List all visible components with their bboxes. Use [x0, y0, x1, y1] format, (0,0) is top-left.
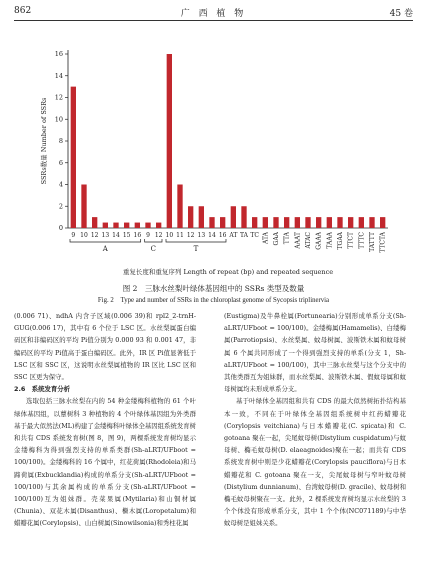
x-tick-label: 12: [154, 232, 163, 239]
bar: [359, 217, 364, 228]
group-label: C: [150, 245, 157, 253]
body-paragraph: 基于叶绿体全基因组和共有 CDS 的最大似然树拓扑结构基本一致，不同在于叶绿体全基因组系统树中红药蜡瓣花(Corylopsis veitchiana)与日本蜡瓣花(C. spicata)和 C. gotoana 聚在一起，尖尾蚊母树(Distylium cuspidatum)与蚊母树、橢毛蚊母树(D. elaeagnoides)聚在一起；而共有 CDS 系统发育树中则是少花蜡瓣花(Corylopsis pauciflora)与日本蜡瓣花和 C. gotoana 聚在一支，尖尾蚊母树与窄叶蚊母树(Distylium dunnianum)、台湾蚊母树(D. gracile)、蚊母树和橢毛蚊母树聚在一支。此外，2 棵系统发育树均显示水丝梨的 3 个个体没有形成单系分支，其中 1 个个体(NC071189)与中华蚊母树是姐妹关系。: [224, 397, 406, 528]
x-tick-label: 9: [146, 232, 150, 239]
x-tick-label: 14: [208, 232, 216, 239]
bar: [231, 206, 236, 228]
group-label: T: [193, 245, 199, 253]
y-tick-label: 16: [54, 50, 63, 59]
y-axis-label: SSRs数量 Number of SSRs: [40, 97, 48, 185]
bar: [71, 87, 76, 228]
x-tick-label: 14: [112, 232, 120, 239]
x-tick-label: GAA: [273, 232, 280, 246]
group-bracket: [70, 239, 141, 242]
y-tick-label: 6: [58, 158, 63, 167]
group-label: A: [102, 245, 108, 253]
bar: [113, 223, 118, 228]
x-tick-label: ATAC: [305, 232, 312, 249]
volume-label: 45 卷: [389, 9, 413, 19]
bar: [348, 217, 353, 228]
x-tick-label: TGAA: [337, 232, 344, 250]
x-tick-label: 9: [71, 232, 76, 239]
bar: [209, 217, 214, 228]
x-tick-label: TTCTA: [379, 232, 387, 253]
y-tick-label: 12: [54, 93, 63, 102]
x-tick-label: 16: [133, 232, 142, 239]
bar: [380, 217, 385, 228]
x-tick-label: 15: [122, 232, 131, 239]
x-axis-label: 重复长度和重复序列 Length of repeat (bp) and repeated sequence: [122, 268, 334, 276]
x-tick-label: 13: [197, 232, 206, 239]
ssr-bar-chart: [0, 22, 427, 282]
bar: [103, 223, 108, 228]
bar: [295, 217, 300, 228]
bar: [81, 185, 86, 229]
x-tick-label: 13: [101, 232, 110, 239]
bar: [284, 217, 289, 228]
x-tick-label: TTTC: [358, 232, 366, 249]
x-tick-label: GAAA: [315, 232, 323, 250]
page-number: 862: [14, 6, 32, 16]
bar: [305, 217, 310, 228]
x-tick-label: TTCT: [347, 232, 355, 249]
group-bracket: [145, 239, 162, 242]
body-column-right: [224, 310, 406, 530]
bar: [273, 217, 278, 228]
x-tick-label: 12: [186, 232, 195, 239]
bar: [252, 217, 257, 228]
header-rule: [14, 20, 413, 21]
bar: [199, 206, 204, 228]
x-tick-label: 12: [90, 232, 99, 239]
bar: [188, 206, 193, 228]
y-tick-label: 2: [58, 202, 63, 211]
x-tick-label: AAAT: [294, 232, 302, 249]
x-tick-label: TATTT: [369, 232, 376, 252]
bar: [241, 206, 246, 228]
bar: [220, 217, 225, 228]
bar: [167, 54, 172, 228]
body-paragraph: (0.006 71)、ndhA 内含子区域(0.006 39)和 rpl2_2-trnH-GUG(0.006 17)，其中有 6 个位于 LSC 区。水丝梨属蛋白编码区和非编码区的平均 Pi值分别为 0.000 93 和 0.001 47，非编码区的平均 Pi值高于蛋白编码区。此外，IR 区 Pi值显著低于 LSC 区和 SSC 区，这说明水丝梨属植物的 IR 区比 LSC 区和 SSC 区更为保守。: [14, 312, 196, 382]
journal-title: 广 西 植 物: [180, 9, 247, 19]
body-column-left: [14, 310, 196, 530]
y-tick-label: 0: [58, 224, 63, 233]
body-paragraph: (Eustigma)及牛鼻栓属(Fortunearia)分别形成单系分支(Sh-aLRT/UFboot = 100/100)。金缕梅属(Hamamelis)、白缕梅属(Parrotiopsis)、水丝梨属、蚊母树属、波斯铁木属和蚊母树属 6 个属共同形成了一个得到强烈支持的单系(分支 1，Sh-aLRT/UFboot = 100/100)，其中三脉水丝梨与这个分支中的其他类群互为姐妹群，而水丝梨属、波斯铁木属、假蚊母属和蚊母树属均未形成单系分支。: [224, 312, 406, 394]
page-header: [14, 6, 413, 20]
x-tick-label: ATA: [262, 232, 270, 245]
body-paragraph: 选取包括三脉水丝梨在内的 54 种金缕梅科植物的 61 个叶绿体基因组，以蕈树科 3 种植物的 4 个叶绿体基因组为外类群基于最大似然法(ML)构建了金缕梅科叶绿体全基因组系统发育树和共有 CDS 系统发育树(图 8，图 9)，两棵系统发育树均显示金缕梅科为得到强烈支持的单系类群(Sh-aLRT/UFboot = 100/100)。金缕梅科的 16 个属中，红花荷属(Rhodoleia)和马蹄荷属(Exbucklandia)构成的单系分支(Sh-aLRT/UFboot = 100/100)与其余属构成的单系分支(Sh-aLRT/UFboot = 100/100)互为姐妹群。壳菜果属(Mytilaria)和山铜材属(Chunia)、双花木属(Disanthus)、檵木属(Loropetalum)和蜡瓣花属(Corylopsis)、山白树属(Sinowilsonia)和秀柱花属: [14, 397, 196, 528]
y-tick-label: 4: [58, 180, 63, 189]
x-tick-label: 10: [80, 232, 88, 239]
x-tick-label: TC: [250, 232, 259, 239]
x-tick-label: 16: [218, 232, 227, 239]
bar: [156, 223, 161, 228]
bar: [92, 217, 97, 228]
figure-caption-cn: 图 2 三脉水丝梨叶绿体基因组中的 SSRs 类型及数量: [122, 284, 305, 293]
bar: [145, 223, 150, 228]
x-tick-label: 10: [165, 232, 174, 239]
section-heading: 2.6 系统发育分析: [14, 385, 71, 394]
bar: [135, 223, 140, 228]
bar: [124, 223, 129, 228]
x-tick-label: TAAA: [326, 232, 334, 249]
y-tick-label: 14: [54, 71, 63, 80]
bar: [263, 217, 268, 228]
bar: [316, 217, 321, 228]
x-tick-label: TA: [239, 232, 249, 239]
bar: [369, 217, 374, 228]
figure-caption-en: Fig. 2 Type and number of SSRs in the chloroplast genome of Sycopsis triplinervia: [97, 297, 330, 304]
bar: [177, 185, 182, 229]
y-tick-label: 10: [54, 115, 63, 124]
y-tick-label: 8: [58, 137, 63, 146]
x-tick-label: AT: [229, 232, 238, 239]
bar: [327, 217, 332, 228]
x-tick-label: 11: [176, 232, 184, 239]
x-tick-label: TTA: [283, 232, 291, 245]
bar: [337, 217, 342, 228]
group-bracket: [166, 239, 226, 242]
